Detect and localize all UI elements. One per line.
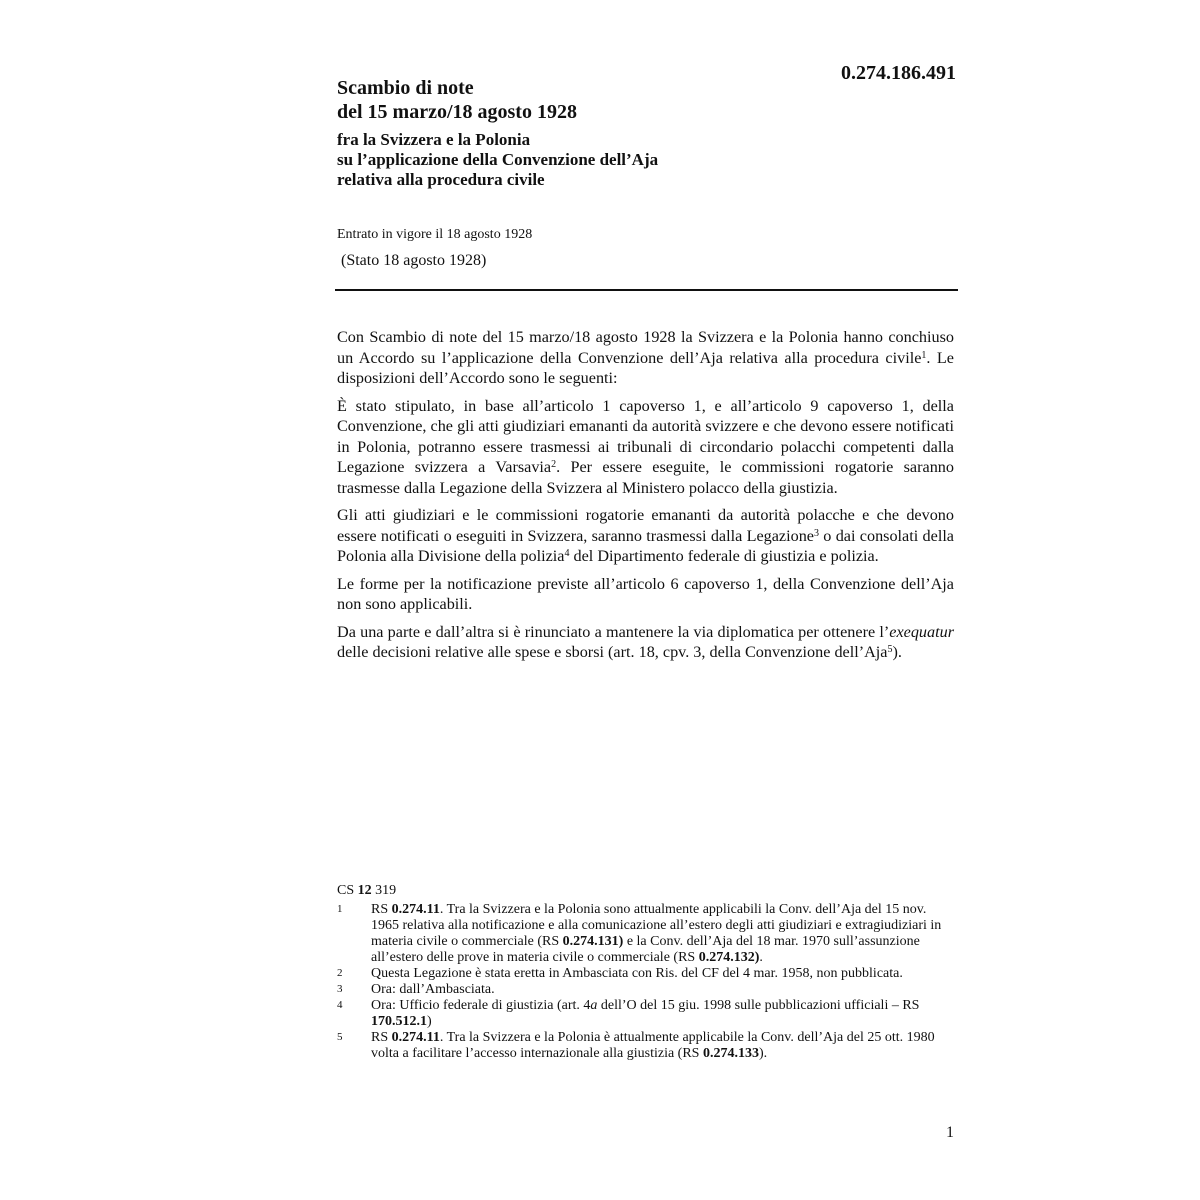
paragraph-5: [337, 622, 954, 663]
rs-ref[interactable]: 0.274.133: [702, 1046, 759, 1061]
footnote-text: [371, 1030, 957, 1062]
text: ).: [892, 643, 902, 661]
subtitle-line: su l’applicazione della Convenzione dell’Aja: [337, 150, 659, 169]
source-volume: 12: [357, 883, 372, 898]
footnote-number: 5: [337, 1031, 343, 1043]
footnote-ref[interactable]: 1: [921, 349, 927, 361]
text: del Dipartimento federale di giustizia e polizia.: [569, 547, 879, 565]
footnote-number: 1: [337, 903, 343, 915]
footnote-ref[interactable]: 2: [551, 459, 557, 470]
paragraph-1: [337, 327, 954, 389]
footnote-text: Ora: dall’Ambasciata.: [371, 982, 495, 997]
subtitle-line: relativa alla procedura civile: [337, 170, 545, 189]
footnote: [337, 982, 957, 998]
source-prefix: CS: [337, 883, 355, 898]
subtitle-line: fra la Svizzera e la Polonia: [337, 130, 531, 149]
text: Con Scambio di note del 15 marzo/18 agosto 1928 la Svizzera e la Polonia hanno conchiuso un Accordo su l’applicazione della Convenzione dell’Aja relativa alla procedura civile: [337, 328, 954, 367]
sr-number: 0.274.186.491: [841, 62, 956, 84]
text: delle decisioni relative alle spese e sborsi (art. 18, cpv. 3, della Convenzione dell’Aja: [337, 643, 888, 661]
text: . Tra la Svizzera e la Polonia è attualmente applicabile la Conv. dell’Aja del 25 ott. 1980 volta a facilitare l’accesso internazionale alla giustizia (RS: [371, 1030, 935, 1061]
text: RS: [371, 902, 389, 917]
text: ).: [758, 1046, 768, 1061]
source-page: 319: [375, 883, 397, 898]
footnotes: [337, 902, 957, 1062]
footnote-ref[interactable]: 3: [814, 527, 819, 539]
header-divider: [335, 289, 958, 291]
footnote-text: Questa Legazione è stata eretta in Ambasciata con Ris. del CF del 4 mar. 1958, non pubblicata.: [371, 966, 903, 981]
footnote: [337, 966, 957, 982]
text: È stato stipulato, in base all’articolo 1 capoverso 1, e all’articolo 9 capoverso 1, della Convenzione, che gli atti giudiziari emananti da autorità svizzere e che devono essere notificati in Polonia, potranno essere trasmessi ai tribunali di circondario polacchi competenti dalla Legazione svizzera a Varsavia: [337, 396, 954, 476]
text: ): [427, 1014, 432, 1029]
text: . Per essere eseguite, le commissioni rogatorie saranno trasmesse dalla Legazione della Svizzera al Ministero polacco della giustizia.: [337, 458, 954, 497]
italic-term: exequatur: [889, 622, 954, 641]
footnote-text: [371, 998, 957, 1030]
text: o dai consolati della Polonia alla Divisione della polizia: [337, 526, 954, 565]
paragraph-2: [337, 396, 954, 499]
footnote: [337, 902, 957, 966]
title-line: del 15 marzo/18 agosto 1928: [337, 101, 577, 123]
footnote: [337, 998, 957, 1030]
status-date: (Stato 18 agosto 1928): [341, 252, 487, 269]
text: e la Conv. dell’Aja del 18 mar. 1970 sull’assunzione all’estero delle prove in materia civile o commerciale (RS: [371, 934, 920, 965]
paragraph-3: [337, 505, 954, 567]
rs-ref[interactable]: 170.512.1: [371, 1014, 427, 1029]
rs-ref[interactable]: 0.274.132): [698, 950, 760, 965]
rs-ref[interactable]: 0.274.11: [391, 902, 440, 917]
in-force-date: Entrato in vigore il 18 agosto 1928: [337, 227, 533, 242]
footnote: [337, 1030, 957, 1062]
footnote-ref[interactable]: 4: [564, 548, 570, 559]
text: RS: [371, 1030, 389, 1045]
text: . Le disposizioni dell’Accordo sono le seguenti:: [337, 348, 954, 387]
footnote-text: [371, 902, 957, 966]
document-title: [337, 76, 777, 124]
page-number: 1: [946, 1124, 954, 1141]
rs-ref[interactable]: 0.274.131): [562, 934, 624, 949]
text: . Tra la Svizzera e la Polonia sono attualmente applicabili la Conv. dell’Aja del 15 nov. 1965 relativa alla notificazione e alla comunicazione all’estero degli atti giudiziari e extragiudiziari in materia civile o commerciale (RS: [371, 902, 942, 949]
footnote-number: 3: [337, 983, 343, 995]
title-line: Scambio di note: [337, 77, 474, 99]
document-body: [337, 327, 954, 670]
footnote-ref[interactable]: 5: [887, 644, 893, 655]
italic-term: a: [590, 998, 598, 1013]
paragraph-4: Le forme per la notificazione previste all’articolo 6 capoverso 1, della Convenzione dell’Aja non sono applicabili.: [337, 574, 954, 613]
document-subtitle: [337, 130, 937, 190]
text: Gli atti giudiziari e le commissioni rogatorie emananti da autorità polacche e che devono essere notificati o eseguiti in Svizzera, saranno trasmessi dalla Legazione: [337, 506, 954, 545]
text: Ora: Ufficio federale di giustizia (art. 4: [371, 998, 591, 1013]
rs-ref[interactable]: 0.274.11: [391, 1030, 440, 1045]
text: dell’O del 15 giu. 1998 sulle pubblicazioni ufficiali – RS: [597, 998, 920, 1013]
footnote-number: 4: [337, 999, 343, 1011]
footnote-number: 2: [337, 967, 343, 979]
text: .: [759, 950, 763, 965]
source-reference: [337, 882, 396, 899]
text: Da una parte e dall’altra si è rinunciato a mantenere la via diplomatica per ottenere l’: [337, 622, 890, 641]
